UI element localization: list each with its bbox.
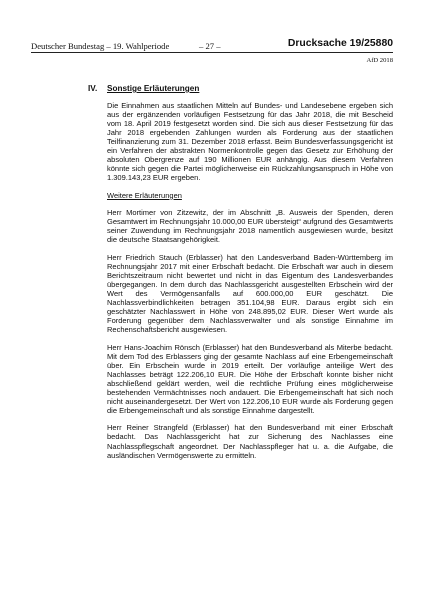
header-left-text: Deutscher Bundestag – 19. Wahlperiode [31, 41, 170, 51]
section-title: Sonstige Erläuterungen [107, 84, 200, 93]
paragraph-strangfeld: Herr Reiner Strangfeld (Erblasser) hat den Bundesverband mit einer Erbschaft bedacht. Das Nachlassgericht hat zur Sicherung des Nachlasses eine Nachlasspflegschaft angeordnet. Der Nachlasspfleger hat u. a. die Aufgabe, die ausländischen Vermögenswerte zu ermitteln. [107, 423, 393, 460]
paragraph-state-funding: Die Einnahmen aus staatlichen Mitteln auf Bundes- und Landesebene ergeben sich aus der ergänzenden vorläufigen Festsetzung für das Jahr 2018, die mit Bescheid vom 18. April 2019 festgesetzt worden sind. Die sich aus dieser Festsetzung für das Jahr 2018 ergebenden Zahlungen wurden als Forderung aus der staatlichen Teilfinanzierung zum 31. Dezember 2018 erfasst. Beim Bundesverfassungsgericht ist ein Verfahren der abstrakten Normenkontrolle gegen das Gesetz zur Erhöhung der absoluten Obergrenze auf 190 Millionen EUR anhängig. Aus diesem Verfahren könnte sich gegen die Partei möglicherweise ein Rückzahlungsanspruch in Höhe von 1.309.143,23 EUR ergeben. [107, 101, 393, 183]
subheading-further-notes: Weitere Erläuterungen [107, 190, 182, 200]
paragraph-stauch: Herr Friedrich Stauch (Erblasser) hat den Landesverband Baden-Württemberg im Rechnungsjahr 2017 mit einer Erbschaft bedacht. Die Erbschaft war auch in diesem Berichtszeitraum nicht bewertet und nicht in das Eigentum des Landesverbandes übergegangen. In dem durch das Nachlassgericht ausgestellten Erbschein wird der Wert des Vermögensanfalls auf 600.000,00 EUR geschätzt. Die Nachlassverbindlichkeiten betragen 351.104,98 EUR. Daraus ergibt sich ein geschätzter Nachlasswert in Höhe von 248.895,02 EUR. Dieser Wert wurde als Forderung gegenüber dem Nachlassverwalter und als sonstige Einnahme im Rechenschaftsbericht ausgewiesen. [107, 252, 393, 335]
party-year-label: AfD 2018 [366, 57, 393, 64]
header-rule [31, 52, 393, 53]
paragraph-roensch: Herr Hans-Joachim Rönsch (Erblasser) hat den Bundesverband als Miterbe bedacht. Mit dem Tod des Erblassers ging der gesamte Nachlass auf eine Erbengemeinschaft über. Ein Erbschein wurde in 2019 erteilt. Der vorläufige anteilige Wert des Nachlasses beträgt 122.206,10 EUR. Die Höhe der Erbschaft konnte bisher nicht abschließend geklärt werden, weil die rechtliche Prüfung eines möglicherweise bestehenden Vermächtnisses noch andauert. Die Erbengemeinschaft hat sich noch nicht auseinandergesetzt. Der Wert von 122.206,10 EUR wurde als Forderung gegen die Erbengemeinschaft und als sonstige Einnahme dargestellt. [107, 342, 393, 415]
paragraph-zitzewitz: Herr Mortimer von Zitzewitz, der im Abschnitt „B. Ausweis der Spenden, deren Gesamtwert im Rechnungsjahr 10.000,00 EUR übersteigt“ aufgrund des Gesamtwerts seiner Zuwendung im Rechnungsjahr 2018 namentlich ausgewiesen wurde, besitzt die deutsche Staatsangehörigkeit. [107, 208, 393, 245]
page-number: – 27 – [199, 41, 221, 51]
document-number: Drucksache 19/25880 [287, 38, 393, 49]
section-number: IV. [88, 84, 98, 93]
section-content [107, 101, 393, 468]
